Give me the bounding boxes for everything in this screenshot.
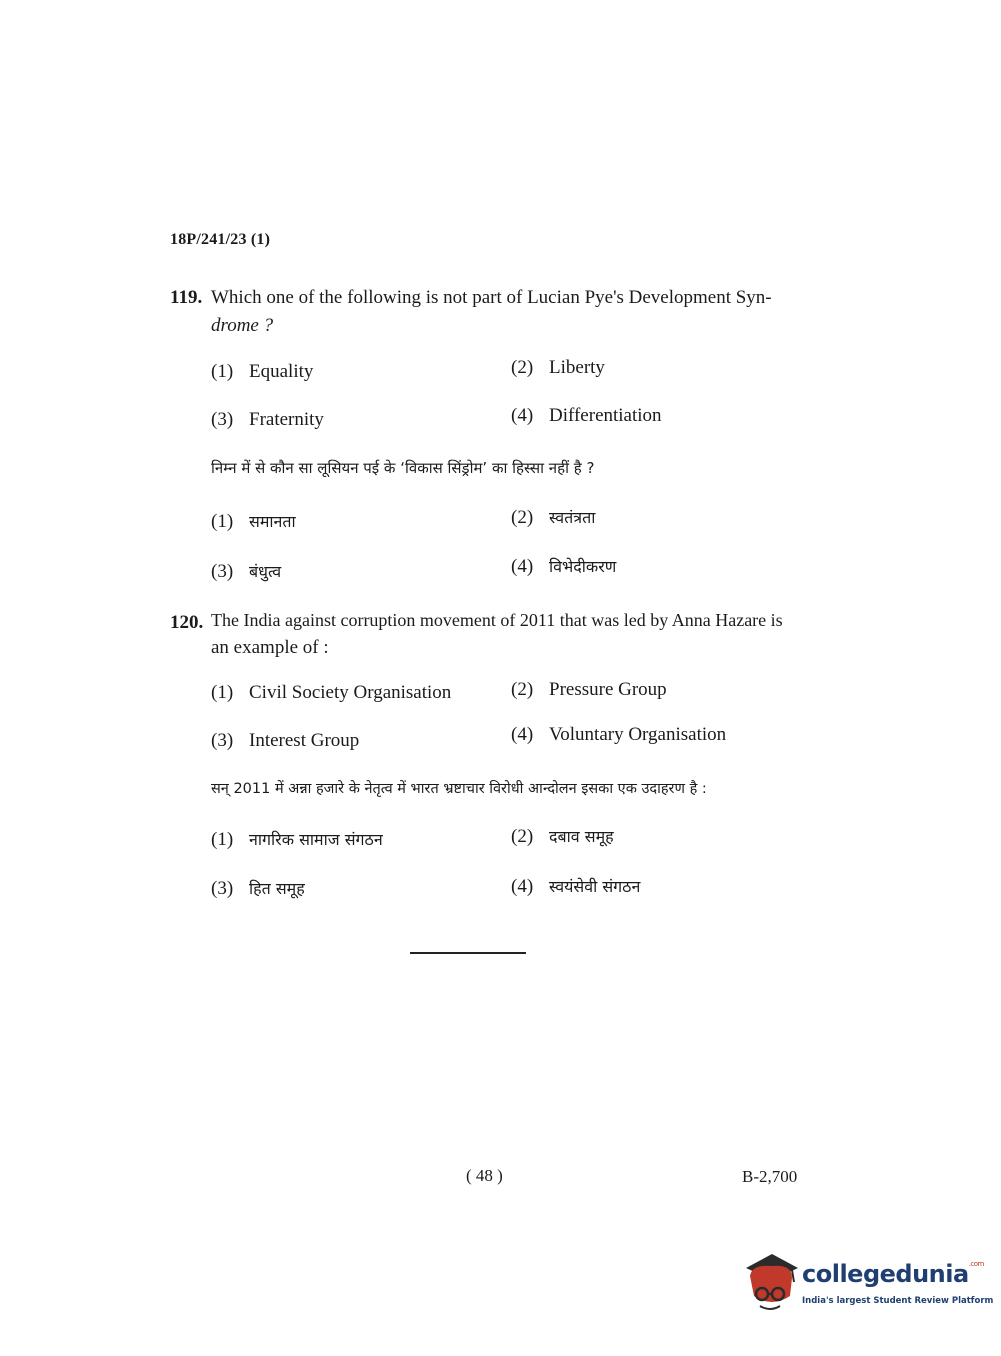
option-number: (2): [511, 507, 534, 528]
option-2-hi: [511, 825, 614, 848]
option-number: (4): [511, 876, 534, 897]
option-3-en: [211, 409, 324, 431]
end-divider: [410, 952, 526, 954]
option-4-hi: [511, 555, 616, 578]
option-label: Fraternity: [249, 409, 324, 430]
question-number: 120.: [170, 612, 204, 633]
option-label: Liberty: [549, 357, 605, 378]
option-label: नागरिक सामाज संगठन: [249, 830, 383, 849]
brand-suffix: .com: [968, 1260, 984, 1268]
question-text-hindi: सन् 2011 में अन्ना हजारे के नेतृत्व में भारत भ्रष्टाचार विरोधी आन्दोलन इसका एक उदाहरण है :: [211, 781, 707, 797]
mascot-icon: [742, 1250, 800, 1316]
option-number: (2): [511, 679, 534, 700]
question-text-line1: Which one of the following is not part of Lucian Pye's Development Syn-: [211, 287, 772, 308]
option-number: (1): [211, 682, 234, 703]
option-label: स्वतंत्रता: [549, 508, 596, 527]
option-number: (3): [211, 730, 234, 751]
option-1-hi: [211, 828, 383, 851]
option-1-en: [211, 682, 451, 704]
option-label: Equality: [249, 361, 314, 382]
brand-name: collegedunia: [802, 1260, 969, 1288]
option-2-en: [511, 679, 667, 701]
option-number: (3): [211, 409, 234, 430]
option-label: Differentiation: [549, 405, 662, 426]
option-number: (3): [211, 878, 234, 899]
option-label: Voluntary Organisation: [549, 724, 727, 745]
option-number: (4): [511, 724, 534, 745]
option-2-en: [511, 357, 605, 379]
booklet-code: B-2,700: [742, 1167, 798, 1186]
option-4-en: [511, 724, 726, 746]
question-text-hindi: निम्न में से कौन सा लूसियन पई के ‘विकास सिंड्रोम’ का हिस्सा नहीं है ?: [211, 459, 595, 477]
option-number: (1): [211, 829, 234, 850]
option-label: दबाव समूह: [549, 827, 614, 846]
brand-tagline: India's largest Student Review Platform: [802, 1296, 994, 1306]
option-label: हित समूह: [249, 879, 305, 898]
option-1-hi: [211, 510, 296, 533]
option-number: (3): [211, 561, 234, 582]
option-3-hi: [211, 877, 305, 900]
option-label: समानता: [249, 512, 296, 531]
option-label: बंधुत्व: [249, 562, 282, 581]
brand-wordmark: [802, 1260, 984, 1288]
option-4-hi: [511, 875, 640, 898]
question-text-line2: an example of :: [211, 637, 329, 658]
option-label: Civil Society Organisation: [249, 682, 452, 703]
paper-code: 18P/241/23 (1): [170, 231, 271, 248]
option-number: (2): [511, 826, 534, 847]
option-number: (2): [511, 357, 534, 378]
option-label: विभेदीकरण: [549, 557, 617, 576]
page-number: ( 48 ): [466, 1166, 503, 1185]
option-number: (4): [511, 556, 534, 577]
option-3-hi: [211, 560, 281, 583]
question-text-line2: drome ?: [211, 315, 274, 336]
option-3-en: [211, 730, 359, 752]
option-number: (4): [511, 405, 534, 426]
question-text-line1: The India against corruption movement of 2011 that was led by Anna Hazare is: [211, 610, 783, 630]
option-number: (1): [211, 511, 234, 532]
option-label: स्वयंसेवी संगठन: [549, 877, 641, 896]
option-1-en: [211, 361, 313, 383]
option-label: Pressure Group: [549, 679, 667, 700]
option-2-hi: [511, 506, 595, 529]
question-number: 119.: [170, 287, 203, 308]
option-4-en: [511, 405, 662, 427]
option-number: (1): [211, 361, 234, 382]
collegedunia-logo: [742, 1250, 994, 1316]
option-label: Interest Group: [249, 730, 360, 751]
